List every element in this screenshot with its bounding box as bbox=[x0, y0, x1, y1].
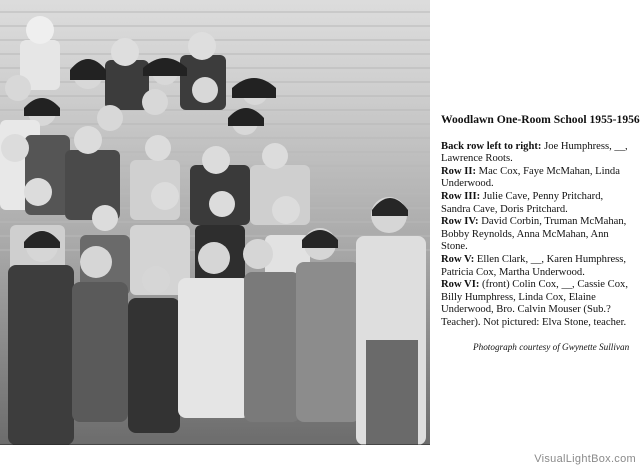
photo-credit: Photograph courtesy of Gwynette Sullivan bbox=[473, 341, 630, 352]
row-names: David Corbin, Truman McMahan, Bobby Reynolds, Anna McMahan, Ann Stone. bbox=[441, 216, 627, 253]
row-label: Back row left to right: bbox=[441, 140, 542, 152]
caption-row-3 bbox=[441, 191, 633, 216]
row-label: Row II: bbox=[441, 165, 477, 177]
caption-row-6 bbox=[441, 279, 633, 329]
caption-title: Woodlawn One-Room School 1955-1956 bbox=[441, 113, 640, 126]
row-label: Row III: bbox=[441, 190, 481, 202]
caption-row-2 bbox=[441, 166, 633, 191]
row-label: Row V: bbox=[441, 253, 475, 265]
row-names: Joe Humphress, __, Lawrence Roots. bbox=[441, 140, 628, 165]
row-names: Mac Cox, Faye McMahan, Linda Underwood. bbox=[441, 165, 620, 190]
row-label: Row IV: bbox=[441, 216, 479, 228]
row-names: (front) Colin Cox, __, Cassie Cox, Billy Humphress, Linda Cox, Elaine Underwood, Bro. Calvin Mouser (Sub.? Teacher). Not pictured: Elva Stone, teacher. bbox=[441, 279, 628, 328]
caption-row-5 bbox=[441, 254, 633, 279]
caption-row-4 bbox=[441, 216, 633, 254]
row-names: Julie Cave, Penny Pritchard, Sandra Cave, Doris Pritchard. bbox=[441, 190, 604, 215]
caption-row-back bbox=[441, 141, 633, 166]
watermark: VisualLightBox.com bbox=[534, 453, 636, 465]
row-label: Row VI: bbox=[441, 279, 480, 291]
photo-caption bbox=[441, 113, 640, 353]
row-names: Ellen Clark, __, Karen Humphress, Patricia Cox, Martha Underwood. bbox=[441, 253, 627, 278]
